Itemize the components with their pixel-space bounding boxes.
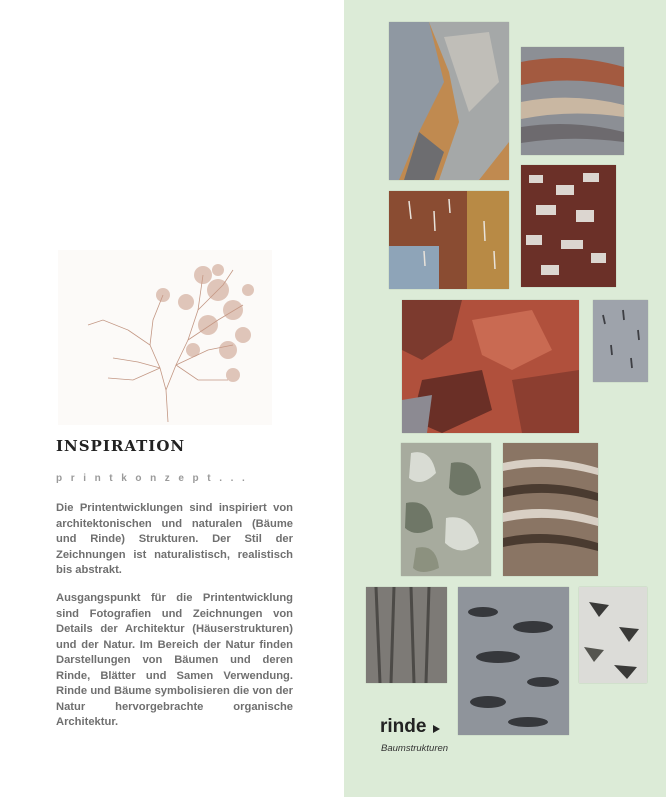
caption-title: rinde <box>380 716 427 737</box>
paragraph-1: Die Printentwicklungen sind inspiriert von architektonischen und naturalen (Bäume und Rinde) Strukturen. Der Stil der Zeichnungen ist naturalistisch, realistisch bis abstrakt. <box>56 502 293 576</box>
bark-photo-11 <box>579 587 647 683</box>
bark-photo-5 <box>402 300 579 433</box>
section-heading: INSPIRATION <box>56 437 186 455</box>
bark-photo-1 <box>389 22 509 180</box>
bark-photo-10 <box>458 587 569 735</box>
bark-photo-9 <box>366 587 447 683</box>
bark-photo-6 <box>593 300 648 382</box>
tree-sketch-illustration <box>58 250 272 425</box>
bark-photo-4 <box>521 165 616 287</box>
caption-arrow-icon <box>433 725 440 733</box>
paragraph-2: Ausgangspunkt für die Printentwicklung sind Fotografien und Zeichnungen von Details der Architektur (Häuserstrukturen) und der Natur. Im Bereich der Natur finden Darstellungen von Bäumen und deren Rinde, Blätter und Samen Verwendung. Rinde und Bäume symbolisieren die von der Natur hervorgebrachte organische Architektur. <box>56 592 293 728</box>
bark-photo-7 <box>401 443 491 576</box>
bark-photo-8 <box>503 443 598 576</box>
bark-photo-2 <box>521 47 624 155</box>
bark-photo-3 <box>389 191 509 289</box>
caption-subtitle: Baumstrukturen <box>381 743 449 754</box>
section-subtitle: printkonzept... <box>56 473 254 484</box>
